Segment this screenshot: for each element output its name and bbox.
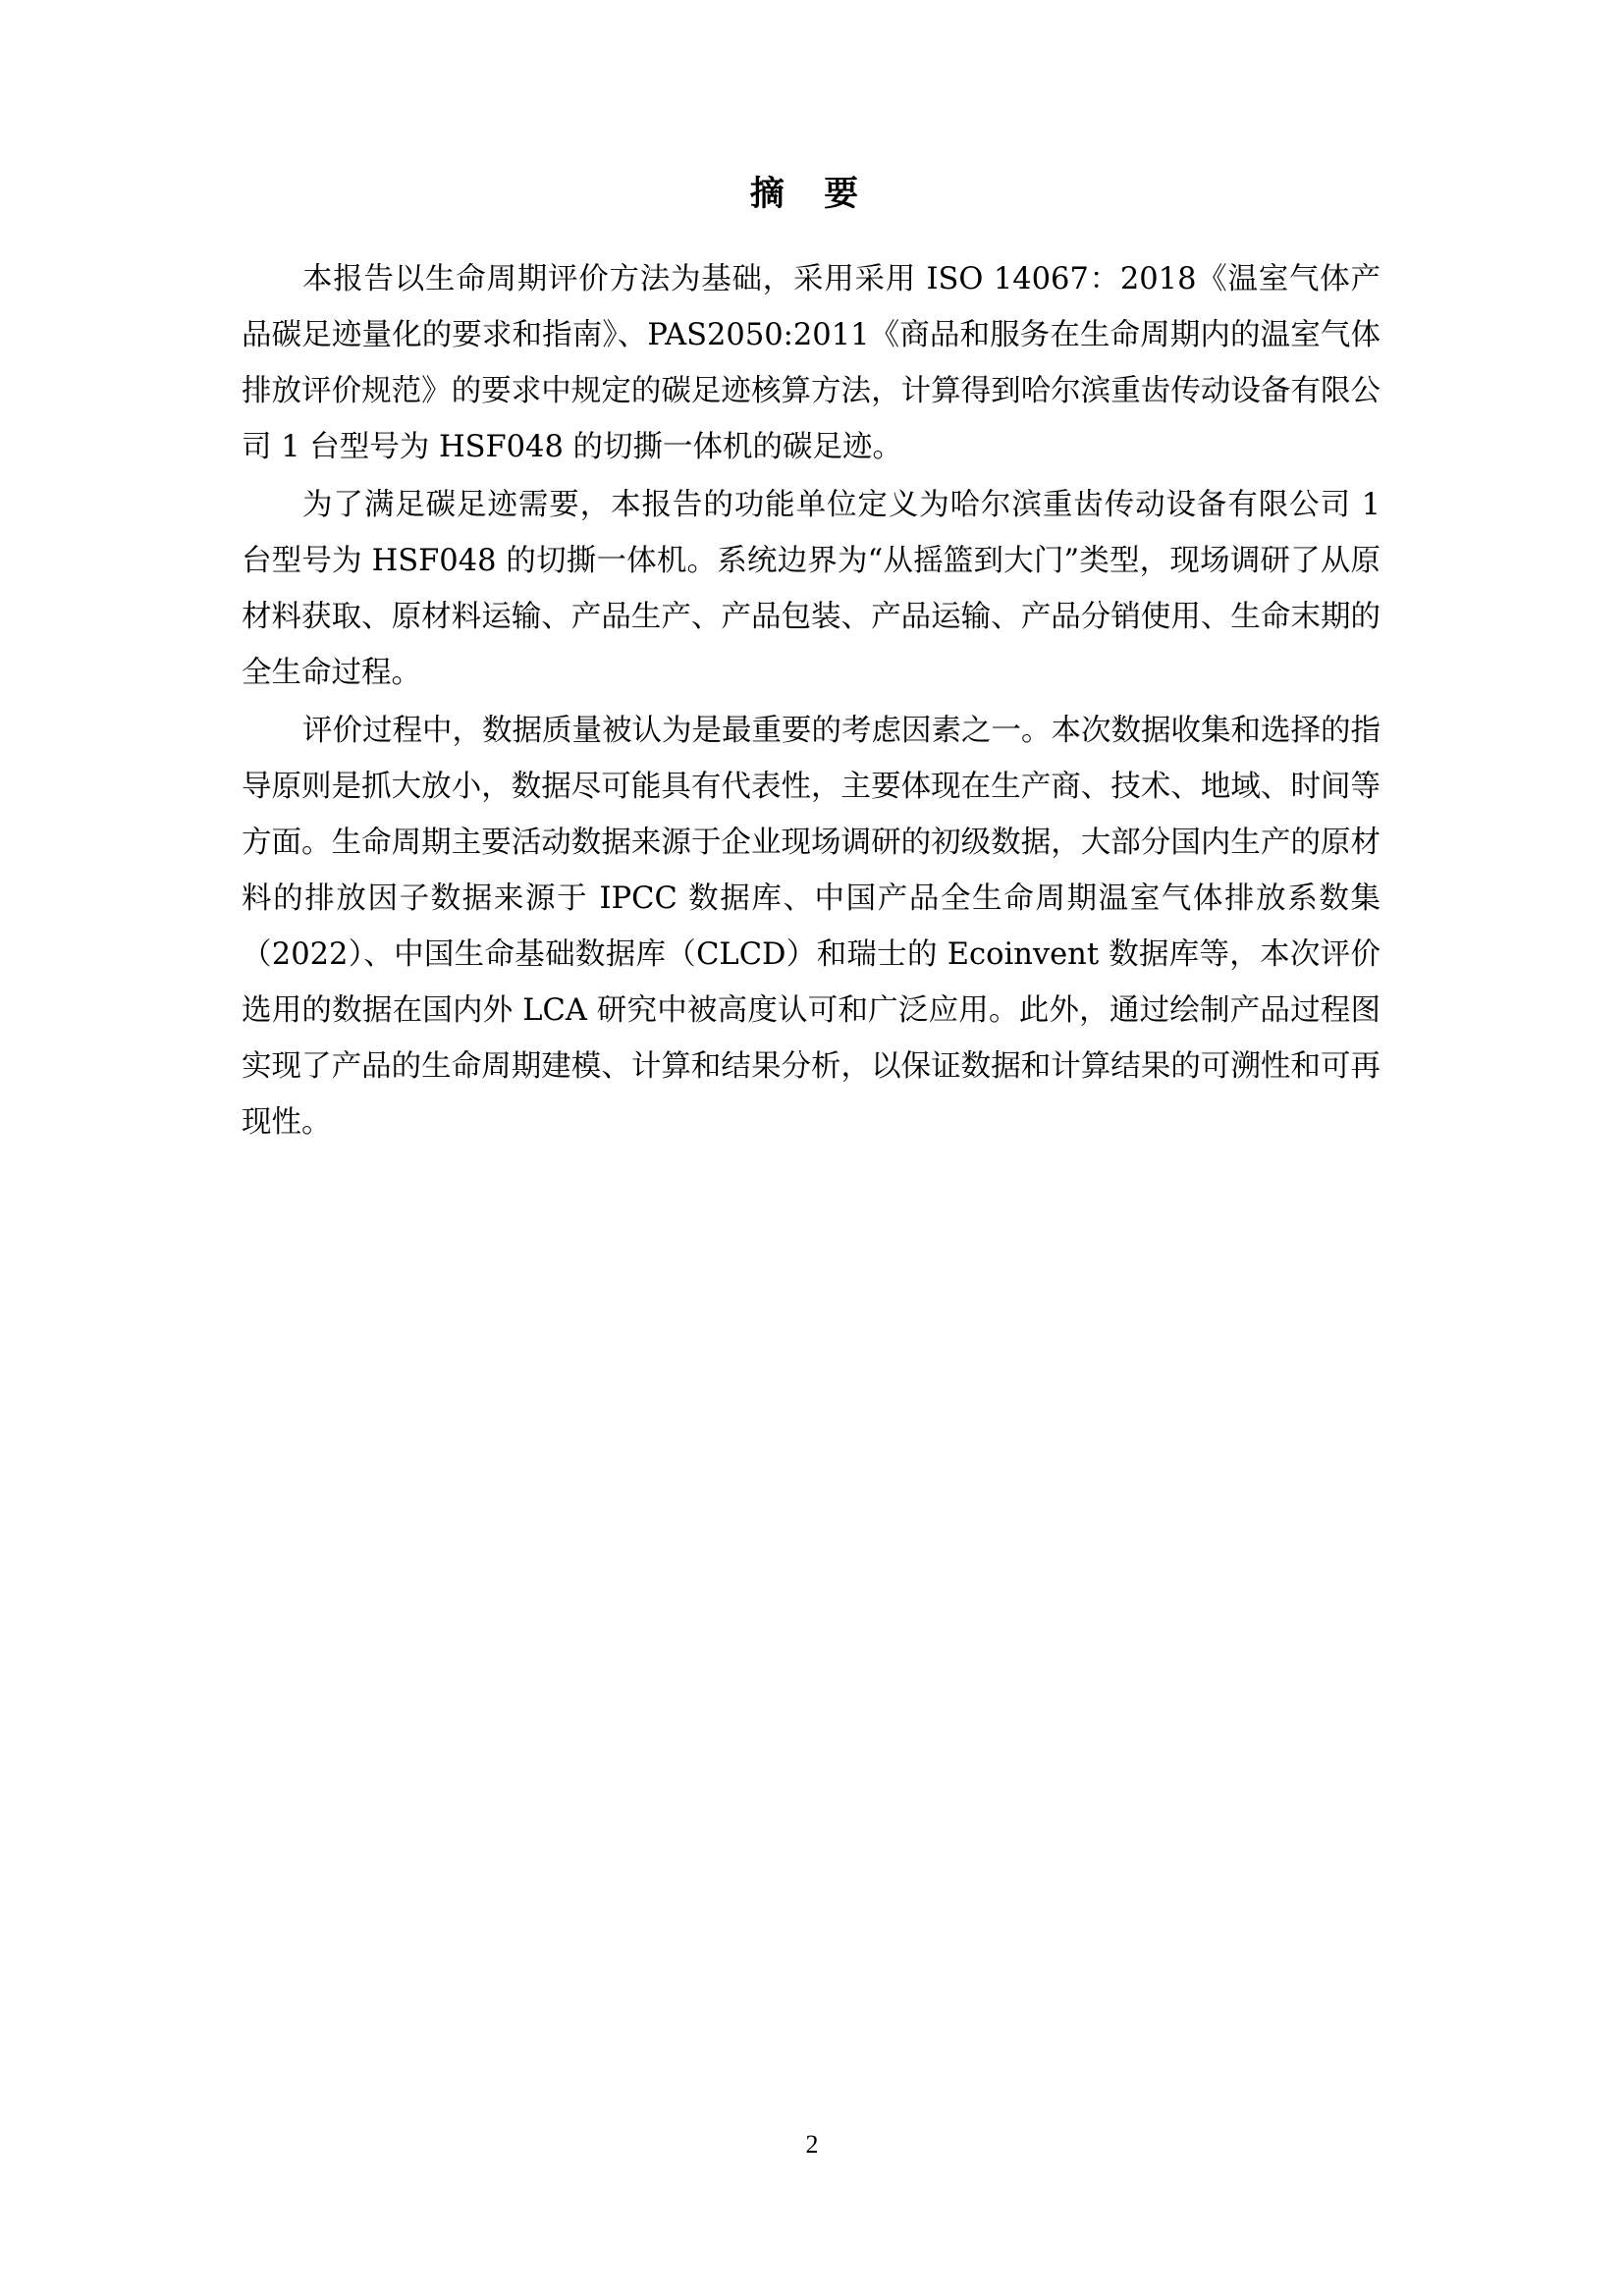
abstract-paragraph-2: 为了满足碳足迹需要，本报告的功能单位定义为哈尔滨重齿传动设备有限公司 1 台型号为 HSF048 的切撕一体机。系统边界为“从摇篮到大门”类型，现场调研了从原材料获取、原材料运输、产品生产、产品包装、产品运输、产品分销使用、生命末期的全生命过程。 <box>242 488 1380 690</box>
abstract-paragraph-3: 评价过程中，数据质量被认为是最重要的考虑因素之一。本次数据收集和选择的指导原则是抓大放小，数据尽可能具有代表性，主要体现在生产商、技术、地域、时间等方面。生命周期主要活动数据来源于企业现场调研的初级数据，大部分国内生产的原材料的排放因子数据来源于 IPCC 数据库、中国产品全生命周期温室气体排放系数集（2022）、中国生命基础数据库（CLCD）和瑞士的 Ecoinvent 数据库等，本次评价选用的数据在国内外 LCA 研究中被高度认可和广泛应用。此外，通过绘制产品过程图实现了产品的生命周期建模、计算和结果分析，以保证数据和计算结果的可溯性和可再现性。 <box>242 714 1380 1140</box>
page-content <box>242 167 1380 1152</box>
abstract-paragraph-1: 本报告以生命周期评价方法为基础，采用采用 ISO 14067：2018《温室气体产品碳足迹量化的要求和指南》、PAS2050:2011《商品和服务在生命周期内的温室气体排放评价规范》的要求中规定的碳足迹核算方法，计算得到哈尔滨重齿传动设备有限公司 1 台型号为 HSF048 的切撕一体机的碳足迹。 <box>242 262 1380 464</box>
page-title: 摘 要 <box>749 174 873 214</box>
page-number: 2 <box>805 2130 819 2159</box>
